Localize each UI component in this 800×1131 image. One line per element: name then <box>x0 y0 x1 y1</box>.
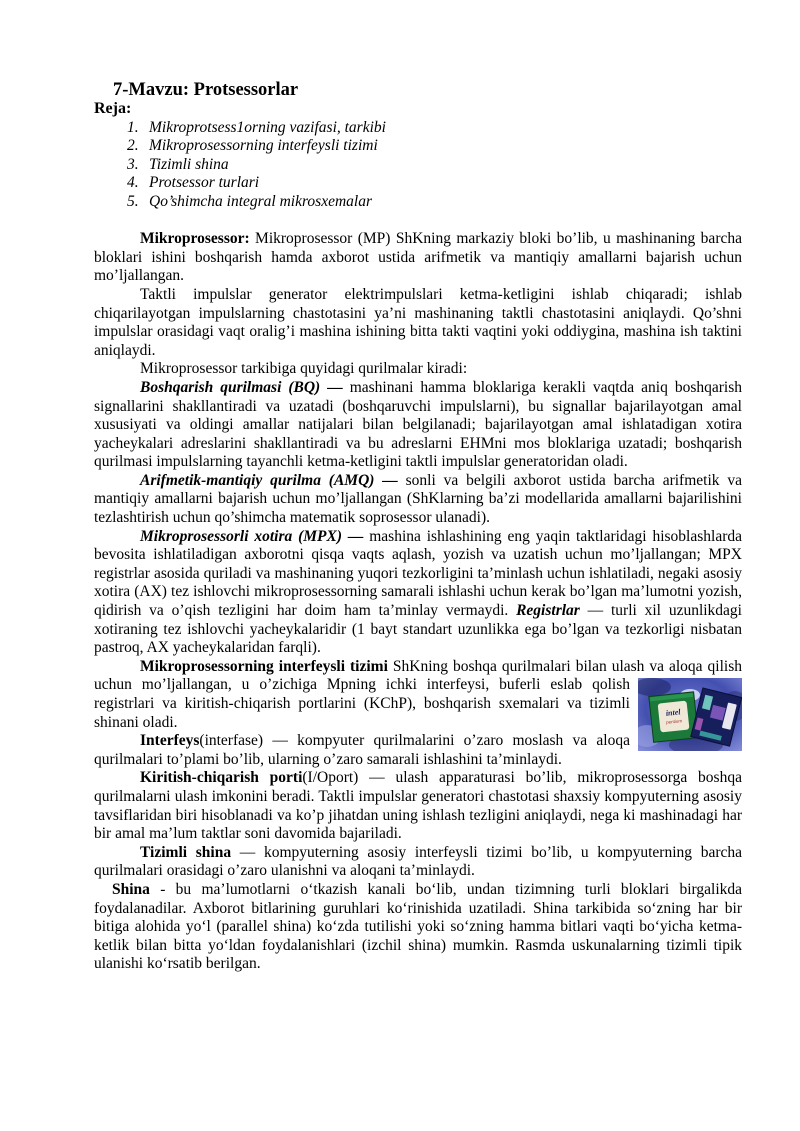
processor-chips-figure <box>630 658 742 751</box>
chip-sub-text: pentium <box>665 718 683 725</box>
para-text: Mikroprosessor (MP) ShKning markaziy bloki bo’lib, u mashinaning barcha bloklari ishini boshqarish hamda axborot ustida arifmetik va mantiqiy amallarni bajarish uchun mo’ljallangan. <box>94 230 742 285</box>
para-text: sonli va belgili axborot ustida barcha arifmetik va mantiqiy amallarni bajarish uchun mo’ljallangan (ShKlarning ba’zi modellarida amallarni bajarilishini tezlashtirish uchun qo’shimcha matematik soprosessor ulanadi). <box>94 471 742 527</box>
para-mikroprosessor <box>94 230 742 286</box>
para-boshqarish-qurilmasi <box>94 379 742 472</box>
para-taktli-impulslar <box>94 286 742 360</box>
plan-item-text: Protsessor turlari <box>149 174 260 192</box>
para-text: ShKning boshqa qurilmalari bilan ulash va aloqa qilish uchun mo’ljallangan, u o’zichiga Mpning ichki interfeysi, buferli eslab qolish registrlari va kiritish-chiqarish portlarini (KChP), boshqarish sxemalari va tizimli shinani oladi. <box>94 657 742 731</box>
term-mikroprosessor: Mikroprosessor: <box>140 230 250 248</box>
para-text: (I/Oport) — ulash apparaturasi bo’lib, mikroprosessorga boshqa qurilmalarni ulash imkonini beradi. Taktli impulslar generatori chastotasi shaxsiy kompyuterning asosiy tavsiflaridan biri hisoblanadi va ko’p jihatdan uning ishlash tezligini aniqlaydi, nega ki mashinadagi har bir amal ma’lum taktlar soni davomida bajariladi. <box>94 769 742 843</box>
para-text: — turli xil uzunlikdagi xotiraning tez ishlovchi yacheykalaridir (1 bayt standart uzunlikka ega bo’lgan va tezkorligi nisbatan pastroq, AX yacheykalaridan farqli). <box>94 602 742 657</box>
plan-item-1 <box>127 119 742 138</box>
plan-item-text: Tizimli shina <box>149 155 229 173</box>
term-shina: Shina <box>112 880 150 898</box>
plan-item-text: Mikroprotsess1orning vazifasi, tarkibi <box>149 118 386 136</box>
term-tizimli-shina: Tizimli shina <box>140 843 232 861</box>
para-tarkib-intro <box>94 360 742 379</box>
plan-item-3 <box>127 156 742 175</box>
para-shina <box>94 881 742 974</box>
term-boshqarish-qurilmasi: Boshqarish qurilmasi (BQ) — <box>140 378 343 396</box>
term-interfeys: Interfeys <box>140 732 200 750</box>
para-interfeysli-tizim <box>94 658 742 732</box>
para-tizimli-shina <box>94 844 742 881</box>
term-interfeysli-tizim: Mikroprosessorning interfeysli tizimi <box>140 657 388 675</box>
plan-item-text: Mikroprosessorning interfeysli tizimi <box>149 137 378 155</box>
plan-item-text: Qo’shimcha integral mikrosxemalar <box>149 192 373 210</box>
body-text <box>94 230 742 974</box>
term-amq: Arifmetik-mantiqiy qurilma (AMQ) — <box>140 471 398 489</box>
plan-item-number: 1. <box>127 118 139 136</box>
document-content <box>94 80 742 974</box>
plan-item-number: 5. <box>127 192 139 210</box>
plan-item-number: 3. <box>127 155 139 173</box>
para-text: Mikroprosessor tarkibiga quyidagi qurilmalar kiradi: <box>140 360 468 378</box>
plan-item-5 <box>127 193 742 212</box>
plan-heading: Reja: <box>94 100 132 117</box>
para-text: - bu ma’lumotlarni oʻtkazish kanali boʻlib, undan tizimning turli bloklari birgalikda foydalanadilar. Axborot bitlarining guruhlari koʻrinishida uzatiladi. Shina tarkibida soʻzning har bir bitiga alohida yoʻl (parallel shina) koʻzda tutilishi yoki soʻzning hamma bitlari vaqti boʻyicha ketma-ketlik bilan bitta yoʻldan foydalanishlari (izchil shina) mumkin. Rasmda uskunalarning tizimli tipik ulanishi koʻrsatib berilgan. <box>94 880 742 973</box>
para-text: mashina ishlashining eng yaqin taktlaridagi hisoblashlarda bevosita ishlatiladigan axborotni qisqa vaqts aqlash, yozish va uzatish uchun mo’ljallangan; MPX registrlar asosida quriladi va mashinaning yuqori tezkorligini ta’minlash uchun ishlatiladi, negaki asosiy xotira (AX) tez ishlovchi mikroprosessorning samarali ishlashi uchun kerak bo’lgan ma’lumotni yozish, qidirish va o’qish tezligini har doim ham ta’minlay vermaydi. <box>94 527 742 620</box>
intel-logo-text: intel <box>665 707 681 718</box>
para-text: — kompyuterning asosiy interfeysli tizimi bo’lib, u kompyuterning barcha qurilmalari orasidagi o’zaro ulanishni va aloqani ta’minlaydi. <box>94 843 743 880</box>
para-text: Taktli impulslar generator elektrimpulslari ketma-ketligini ishlab chiqaradi; ishlab chiqarilayotgan impulslarning chastotasini ya’ni mashinaning taktli chastotasini aniqlaydi. Qo’shni impulslar orasidagi vaqt oralig’i mashina ishining bitta takti vaqtini yoki oddiygina, mashina ish taktini aniqlaydi. <box>94 285 742 359</box>
term-mpx: Mikroprosessorli xotira (MPX) — <box>140 527 364 545</box>
para-text: (interfase) — kompyuter qurilmalarini o’zaro moslash va aloqa qurilmalari to’plami bo’lib, ularning o’zaro samarali ishlashini ta’minlaydi. <box>94 732 630 768</box>
plan-item-2 <box>127 137 742 156</box>
para-kiritish-chiqarish-porti <box>94 769 742 843</box>
term-kchp: Kiritish-chiqarish porti <box>140 769 303 787</box>
plan-list <box>127 119 742 212</box>
page-title: 7-Mavzu: Protsessorlar <box>113 80 299 100</box>
plan-item-number: 4. <box>127 174 139 192</box>
plan-item-4 <box>127 174 742 193</box>
para-text: mashinani hamma bloklariga kerakli vaqtda aniq boshqarish signallarini shakllantiradi va uzatadi (boshqaruvchi impulslarni), bu signallar bajarilayotgan amal xususiyati va oldingi amallar natijalari bilan belgilanadi; bajarilayotgan amal ishlatadigan xotira yacheykalari adreslarini shakllantiradi va bu adreslarni EHMni mos bloklariga uzatadi; boshqarish qurilmasi impulslarning tayanchli ketma-ketligini taktli impulslar generatoridan oladi. <box>94 378 743 471</box>
para-arifmetik-mantiqiy-qurilma <box>94 472 742 528</box>
para-mikroprosessorli-xotira <box>94 528 742 658</box>
term-registrlar: Registrlar <box>516 602 580 620</box>
processor-chips-photo <box>638 678 742 751</box>
plan-item-number: 2. <box>127 137 139 155</box>
